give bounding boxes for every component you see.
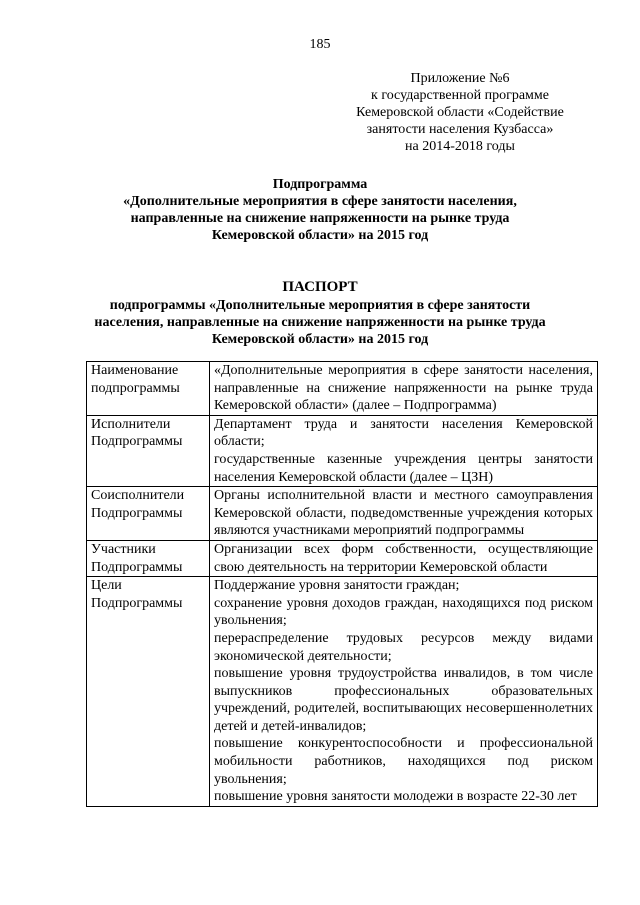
table-row (87, 577, 598, 807)
table-row (87, 415, 598, 486)
passport-table (86, 361, 598, 807)
passport-subtitle-line: Кемеровской области» на 2015 год (211, 332, 429, 347)
row-content (210, 362, 598, 416)
content-paragraph: повышение уровня занятости молодежи в возрасте 22-30 лет (214, 789, 577, 805)
row-label: Наименование подпрограммы (87, 362, 210, 416)
row-label: Участники Подпрограммы (87, 540, 210, 576)
subprogram-title-line: «Дополнительные мероприятия в сфере занятости населения, (123, 194, 517, 209)
table-row (87, 487, 598, 541)
page-number: 185 (309, 37, 331, 52)
appendix-line: Кемеровской области «Содействие (356, 105, 564, 120)
appendix-line: занятости населения Кузбасса» (366, 122, 554, 137)
passport-title: ПАСПОРТ (282, 279, 358, 295)
subprogram-title-line: направленные на снижение напряженности на рынке труда (130, 211, 510, 226)
subprogram-title-line: Кемеровской области» на 2015 год (211, 228, 429, 243)
content-paragraph: Организации всех форм собственности, осуществляющие свою деятельность на территории Кемеровской области (214, 541, 593, 575)
row-content (210, 577, 598, 807)
appendix-line: Приложение №6 (410, 71, 510, 86)
appendix-line: на 2014-2018 годы (405, 139, 515, 154)
table-row (87, 540, 598, 576)
subprogram-label: Подпрограмма (272, 177, 368, 192)
table-row (87, 362, 598, 416)
content-paragraph: сохранение уровня доходов граждан, находящихся под риском увольнения; (214, 595, 593, 629)
row-content (210, 540, 598, 576)
appendix-line: к государственной программе (371, 88, 549, 103)
content-paragraph: государственные казенные учреждения центры занятости населения Кемеровской области (далее – ЦЗН) (214, 451, 593, 485)
content-paragraph: повышение конкурентоспособности и профессиональной мобильности работников, находящихся под риском увольнения; (214, 736, 593, 787)
appendix-block (330, 70, 590, 155)
passport-subtitle-line: подпрограммы «Дополнительные мероприятия в сфере занятости (109, 298, 531, 313)
content-paragraph: «Дополнительные мероприятия в сфере занятости населения, направленные на снижение напряженности на рынке труда Кемеровской области» (далее – Подпрограмма) (214, 363, 593, 414)
content-paragraph: Органы исполнительной власти и местного самоуправления Кемеровской области, подведомственные учреждения которых являются участниками мероприятий подпрограммы (214, 488, 593, 539)
content-paragraph: Поддержание уровня занятости граждан; (214, 578, 460, 594)
row-label: Цели Подпрограммы (87, 577, 210, 807)
row-content (210, 415, 598, 486)
content-paragraph: повышение уровня трудоустройства инвалидов, в том числе выпускников профессиональных образовательных учреждений, родителей, воспитывающих несовершеннолетних детей и детей-инвалидов; (214, 666, 593, 734)
content-paragraph: Департамент труда и занятости населения Кемеровской области; (214, 416, 593, 450)
row-content (210, 487, 598, 541)
content-paragraph: перераспределение трудовых ресурсов между видами экономической деятельности; (214, 630, 593, 664)
subprogram-heading (60, 176, 580, 244)
passport-subtitle-line: населения, направленные на снижение напряженности на рынке труда (94, 315, 546, 330)
row-label: Соисполнители Подпрограммы (87, 487, 210, 541)
row-label: Исполнители Подпрограммы (87, 415, 210, 486)
passport-subtitle (60, 297, 580, 348)
